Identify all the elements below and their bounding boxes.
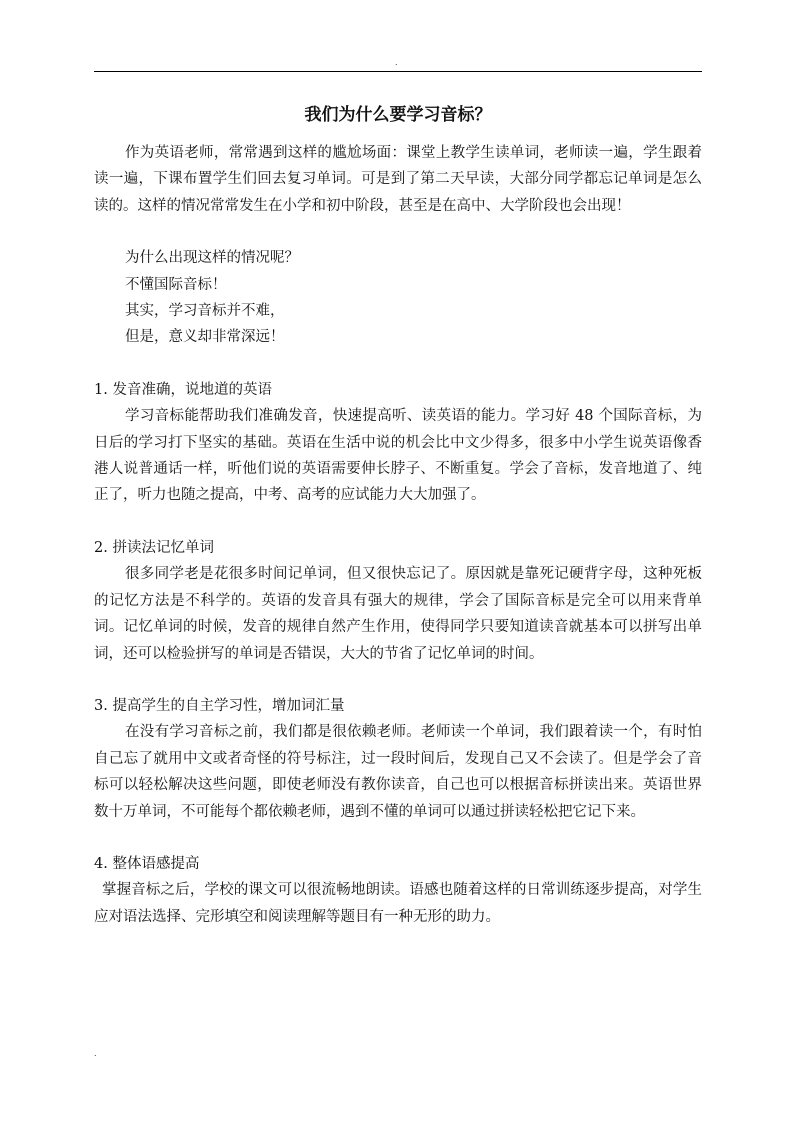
section-2-heading: 2. 拼读法记忆单词 [94, 539, 214, 556]
section-4-body: 掌握音标之后，学校的课文可以很流畅地朗读。语感也随着这样的日常训练逐步提高，对学生应对语法选择、完形填空和阅读理解等题目有一种无形的助力。 [94, 882, 702, 925]
question-line-3: 其实，学习音标并不难， [125, 303, 285, 320]
spacer [94, 825, 702, 851]
section-3-body: 在没有学习音标之前，我们都是很依赖老师。老师读一个单词，我们跟着读一个，有时怕自己忘了就用中文或者奇怪的符号标注，过一段时间后，发现自己又不会读了。但是学会了音标可以轻松解决这些问题，即使老师没有教你读音，自己也可以根据音标拼读出来。英语世界数十万单词，不可能每个都依赖老师，遇到不懂的单词可以通过拼读轻松把它记下来。 [94, 724, 702, 820]
section-1-body: 学习音标能帮助我们准确发音，快速提高听、读英语的能力。学习好 48 个国际音标，为日后的学习打下坚实的基础。英语在生活中说的机会比中文少得多，很多中小学生说英语像香港人说普通话一样，听他们说的英语需要伸长脖子、不断重复。学会了音标，发音地道了、纯正了，听力也随之提高，中考、高考的应试能力大大加强了。 [94, 408, 702, 504]
spacer [94, 351, 702, 377]
intro-paragraph: 作为英语老师，常常遇到这样的尴尬场面：课堂上教学生读单词，老师读一遍，学生跟着读一遍，下课布置学生们回去复习单词。可是到了第二天早读，大部分同学都忘记单词是怎么读的。这样的情况常常发生在小学和初中阶段，甚至是在高中、大学阶段也会出现！ [94, 145, 702, 214]
footer-dot: . [94, 1049, 97, 1058]
section-4-heading: 4. 整体语感提高 [94, 855, 200, 872]
question-line-4: 但是，意义却非常深远！ [125, 329, 285, 346]
question-line-1: 为什么出现这样的情况呢？ [125, 250, 299, 267]
section-2-body: 很多同学老是花很多时间记单词，但又很快忘记了。原因就是靠死记硬背字母，这种死板的记忆方法是不科学的。英语的发音具有强大的规律，学会了国际音标是完全可以用来背单词。记忆单词的时候，发音的规律自然产生作用，使得同学只要知道读音就基本可以拼写出单词，还可以检验拼写的单词是否错误，大大的节省了记忆单词的时间。 [94, 566, 702, 662]
spacer [94, 667, 702, 693]
question-line-2: 不懂国际音标！ [125, 276, 227, 293]
spacer [94, 509, 702, 535]
section-3-heading: 3. 提高学生的自主学习性，增加词汇量 [94, 697, 345, 714]
spacer [94, 219, 702, 245]
header-dot: . [395, 58, 398, 67]
section-1-heading: 1. 发音准确，说地道的英语 [94, 381, 272, 398]
page-title: 我们为什么要学习音标？ [304, 105, 492, 125]
document-content [94, 100, 702, 930]
header-rule [94, 71, 702, 72]
